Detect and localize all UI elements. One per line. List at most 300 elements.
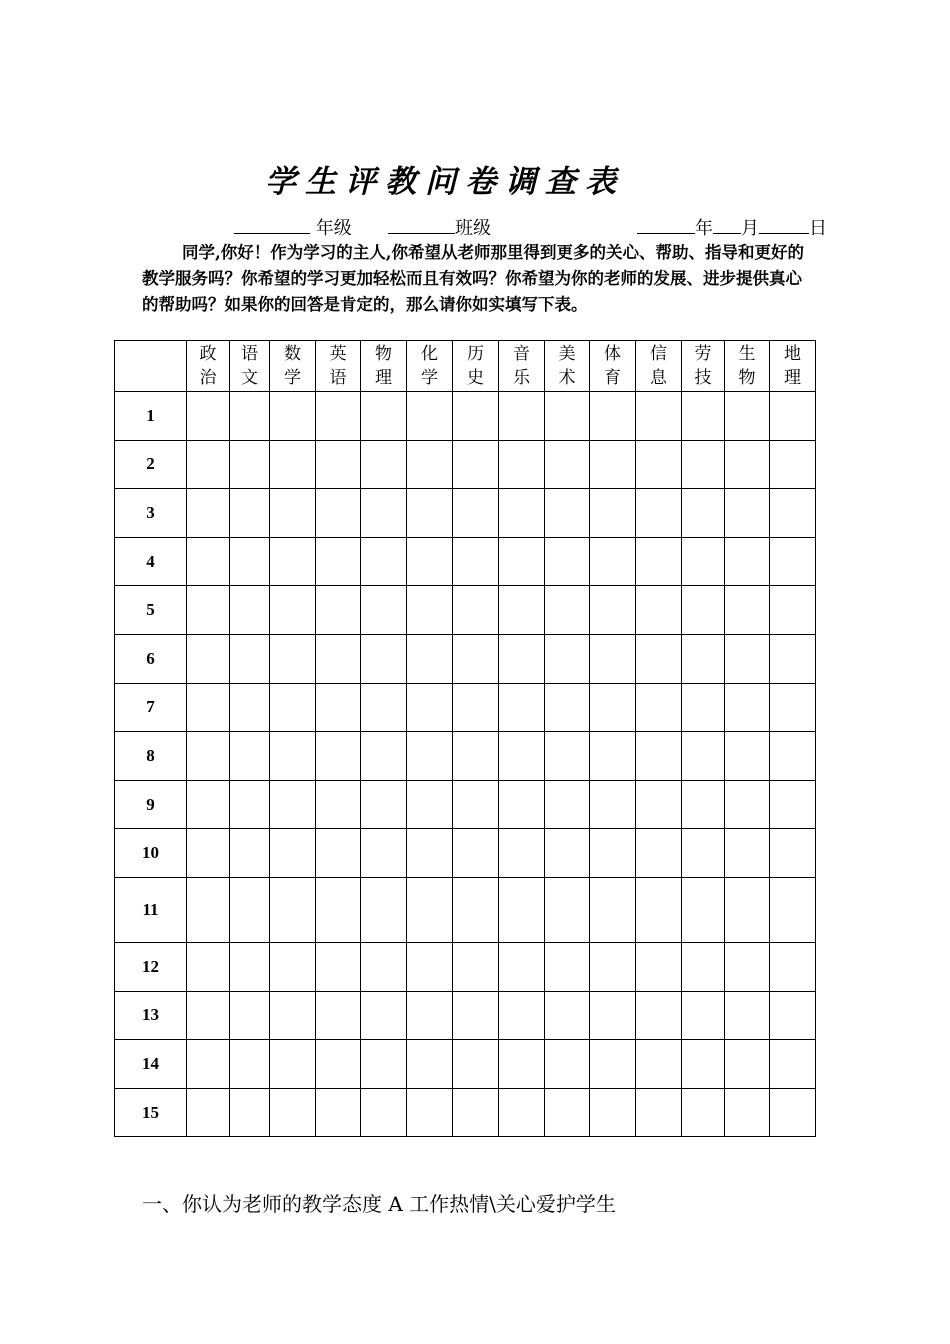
table-row: [115, 942, 816, 991]
rating-cell[interactable]: [270, 440, 316, 489]
rating-cell[interactable]: [230, 489, 270, 538]
rating-cell[interactable]: [361, 780, 407, 829]
rating-cell[interactable]: [636, 634, 682, 683]
rating-cell[interactable]: [545, 942, 590, 991]
rating-cell[interactable]: [270, 1040, 316, 1089]
rating-cell[interactable]: [499, 991, 545, 1040]
rating-cell[interactable]: [230, 991, 270, 1040]
table-body: [115, 392, 816, 1137]
subject-char: 理: [784, 368, 801, 388]
rating-cell[interactable]: [230, 942, 270, 991]
rating-cell[interactable]: [453, 1040, 499, 1089]
rating-cell[interactable]: [636, 392, 682, 441]
subject-char: 术: [558, 368, 576, 388]
subject-char: 语: [329, 368, 347, 388]
rating-cell[interactable]: [590, 392, 636, 441]
rating-cell[interactable]: [499, 392, 545, 441]
rating-cell[interactable]: [682, 392, 725, 441]
subject-char: 劳: [694, 344, 712, 364]
rating-cell[interactable]: [270, 537, 316, 586]
rating-cell[interactable]: [770, 942, 816, 991]
rating-cell[interactable]: [453, 942, 499, 991]
rating-cell[interactable]: [770, 489, 816, 538]
table-row: [115, 489, 816, 538]
rating-cell[interactable]: [545, 683, 590, 732]
month-blank[interactable]: [713, 216, 741, 234]
rating-cell[interactable]: [453, 586, 499, 635]
rating-cell[interactable]: [453, 440, 499, 489]
rating-cell[interactable]: [187, 440, 230, 489]
rating-cell[interactable]: [725, 877, 770, 942]
table-row: [115, 634, 816, 683]
day-blank[interactable]: [759, 216, 809, 234]
rating-cell[interactable]: [270, 683, 316, 732]
table-row: [115, 1088, 816, 1137]
rating-cell[interactable]: [636, 489, 682, 538]
rating-cell[interactable]: [682, 780, 725, 829]
rating-cell[interactable]: [545, 392, 590, 441]
rating-cell[interactable]: [545, 780, 590, 829]
subject-char: 数: [284, 344, 301, 364]
rating-cell[interactable]: [453, 829, 499, 878]
rating-cell[interactable]: [453, 683, 499, 732]
rating-cell[interactable]: [316, 991, 361, 1040]
month-label: 月: [741, 218, 759, 239]
subject-header: [770, 341, 816, 392]
rating-cell[interactable]: [407, 634, 453, 683]
rating-cell[interactable]: [407, 440, 453, 489]
rating-cell[interactable]: [316, 877, 361, 942]
rating-cell[interactable]: [499, 537, 545, 586]
rating-cell[interactable]: [187, 942, 230, 991]
rating-cell[interactable]: [590, 877, 636, 942]
rating-cell[interactable]: [270, 1088, 316, 1137]
rating-cell[interactable]: [230, 780, 270, 829]
subject-char: 物: [738, 368, 756, 388]
rating-cell[interactable]: [187, 829, 230, 878]
subject-char: 语: [241, 344, 258, 364]
rating-cell[interactable]: [682, 489, 725, 538]
rating-cell[interactable]: [316, 392, 361, 441]
intro-text: 同学,你好！作为学习的主人,你希望从老师那里得到更多的关心、帮助、指导和更好的教学服务吗？你希望的学习更加轻松而且有效吗？你希望为你的老师的发展、进步提供真心的帮助吗？如果你的回答是肯定的，那么请你如实填写下表。: [142, 243, 804, 314]
subject-char: 政: [199, 344, 217, 364]
grade-field[interactable]: [234, 214, 352, 238]
rating-cell[interactable]: [270, 829, 316, 878]
rating-cell[interactable]: [316, 1040, 361, 1089]
subject-header: [187, 341, 230, 392]
rating-cell[interactable]: [636, 440, 682, 489]
table-row: [115, 829, 816, 878]
grade-blank[interactable]: [234, 216, 310, 234]
rating-cell[interactable]: [270, 489, 316, 538]
rating-cell[interactable]: [770, 586, 816, 635]
rating-cell[interactable]: [316, 586, 361, 635]
table-row: [115, 440, 816, 489]
rating-cell[interactable]: [770, 392, 816, 441]
rating-cell[interactable]: [499, 1088, 545, 1137]
rating-cell[interactable]: [230, 392, 270, 441]
rating-cell[interactable]: [590, 586, 636, 635]
table-row: [115, 780, 816, 829]
rating-cell[interactable]: [453, 1088, 499, 1137]
rating-cell[interactable]: [590, 537, 636, 586]
rating-cell[interactable]: [316, 683, 361, 732]
rating-cell[interactable]: [187, 780, 230, 829]
rating-cell[interactable]: [316, 829, 361, 878]
rating-cell[interactable]: [361, 1040, 407, 1089]
rating-cell[interactable]: [499, 942, 545, 991]
evaluation-table: [114, 340, 816, 1137]
rating-cell[interactable]: [545, 1088, 590, 1137]
rating-cell[interactable]: [361, 829, 407, 878]
rating-cell[interactable]: [316, 537, 361, 586]
rating-cell[interactable]: [407, 991, 453, 1040]
rating-cell[interactable]: [682, 440, 725, 489]
rating-cell[interactable]: [230, 634, 270, 683]
rating-cell[interactable]: [361, 732, 407, 781]
rating-cell[interactable]: [361, 537, 407, 586]
row-number: 3: [115, 489, 187, 538]
rating-cell[interactable]: [230, 537, 270, 586]
rating-cell[interactable]: [270, 942, 316, 991]
intro-paragraph: [142, 240, 814, 318]
rating-cell[interactable]: [590, 991, 636, 1040]
rating-cell[interactable]: [453, 877, 499, 942]
rating-cell[interactable]: [590, 683, 636, 732]
rating-cell[interactable]: [770, 877, 816, 942]
rating-cell[interactable]: [682, 732, 725, 781]
rating-cell[interactable]: [682, 1040, 725, 1089]
rating-cell[interactable]: [725, 780, 770, 829]
rating-cell[interactable]: [230, 877, 270, 942]
rating-cell[interactable]: [682, 1088, 725, 1137]
rating-cell[interactable]: [590, 634, 636, 683]
rating-cell[interactable]: [230, 1088, 270, 1137]
rating-cell[interactable]: [590, 732, 636, 781]
rating-cell[interactable]: [407, 829, 453, 878]
subject-header: [407, 341, 453, 392]
rating-cell[interactable]: [230, 829, 270, 878]
rating-cell[interactable]: [270, 586, 316, 635]
rating-cell[interactable]: [316, 440, 361, 489]
rating-cell[interactable]: [545, 829, 590, 878]
rating-cell[interactable]: [499, 1040, 545, 1089]
grade-label: 年级: [315, 218, 352, 239]
rating-cell[interactable]: [725, 683, 770, 732]
row-number: 8: [115, 732, 187, 781]
rating-cell[interactable]: [770, 991, 816, 1040]
rating-cell[interactable]: [187, 489, 230, 538]
rating-cell[interactable]: [453, 392, 499, 441]
subject-header: [453, 341, 499, 392]
subject-char: 地: [784, 344, 801, 364]
table-row: [115, 991, 816, 1040]
rating-cell[interactable]: [725, 1088, 770, 1137]
subject-char: 体: [604, 344, 621, 364]
rating-cell[interactable]: [270, 877, 316, 942]
rating-cell[interactable]: [187, 877, 230, 942]
rating-cell[interactable]: [316, 780, 361, 829]
rating-cell[interactable]: [316, 942, 361, 991]
rating-cell[interactable]: [770, 683, 816, 732]
row-number: 2: [115, 440, 187, 489]
rating-cell[interactable]: [499, 489, 545, 538]
rating-cell[interactable]: [725, 634, 770, 683]
subject-header: [316, 341, 361, 392]
rating-cell[interactable]: [230, 586, 270, 635]
table-row: [115, 537, 816, 586]
date-field[interactable]: [637, 214, 827, 238]
rating-cell[interactable]: [407, 683, 453, 732]
rating-cell[interactable]: [316, 489, 361, 538]
subject-char: 理: [375, 368, 392, 388]
rating-cell[interactable]: [499, 440, 545, 489]
subject-char: 治: [199, 368, 217, 388]
rating-cell[interactable]: [187, 732, 230, 781]
rating-cell[interactable]: [590, 829, 636, 878]
rating-cell[interactable]: [499, 586, 545, 635]
row-number: 12: [115, 942, 187, 991]
subject-char: 学: [421, 368, 438, 388]
rating-cell[interactable]: [316, 634, 361, 683]
rating-cell[interactable]: [770, 1088, 816, 1137]
row-number: 13: [115, 991, 187, 1040]
rating-cell[interactable]: [230, 732, 270, 781]
class-field[interactable]: [388, 214, 491, 238]
rating-cell[interactable]: [361, 392, 407, 441]
year-blank[interactable]: [637, 216, 695, 234]
rating-cell[interactable]: [407, 392, 453, 441]
rating-cell[interactable]: [636, 1088, 682, 1137]
subject-char: 英: [329, 344, 347, 364]
rating-cell[interactable]: [545, 991, 590, 1040]
row-number: 11: [115, 877, 187, 942]
row-number: 4: [115, 537, 187, 586]
row-number: 5: [115, 586, 187, 635]
rating-cell[interactable]: [407, 1040, 453, 1089]
subject-header: [636, 341, 682, 392]
subject-header: [545, 341, 590, 392]
rating-cell[interactable]: [453, 537, 499, 586]
rating-cell[interactable]: [545, 440, 590, 489]
rating-cell[interactable]: [545, 634, 590, 683]
rating-cell[interactable]: [636, 780, 682, 829]
rating-cell[interactable]: [725, 537, 770, 586]
subject-char: 美: [558, 344, 576, 364]
rating-cell[interactable]: [725, 942, 770, 991]
rating-cell[interactable]: [590, 1040, 636, 1089]
rating-cell[interactable]: [453, 780, 499, 829]
rating-cell[interactable]: [636, 537, 682, 586]
rating-cell[interactable]: [636, 683, 682, 732]
rating-cell[interactable]: [770, 537, 816, 586]
row-number: 14: [115, 1040, 187, 1089]
rating-cell[interactable]: [545, 586, 590, 635]
rating-cell[interactable]: [270, 634, 316, 683]
rating-cell[interactable]: [407, 732, 453, 781]
rating-cell[interactable]: [590, 942, 636, 991]
rating-cell[interactable]: [590, 440, 636, 489]
day-label: 日: [809, 218, 827, 239]
subject-char: 物: [375, 344, 392, 364]
table-row: [115, 1040, 816, 1089]
rating-cell[interactable]: [770, 780, 816, 829]
rating-cell[interactable]: [407, 942, 453, 991]
row-number: 9: [115, 780, 187, 829]
subject-char: 息: [650, 368, 667, 388]
subject-header: [499, 341, 545, 392]
rating-cell[interactable]: [545, 877, 590, 942]
rating-cell[interactable]: [636, 586, 682, 635]
rating-cell[interactable]: [270, 991, 316, 1040]
rating-cell[interactable]: [770, 634, 816, 683]
rating-cell[interactable]: [499, 829, 545, 878]
rating-cell[interactable]: [682, 829, 725, 878]
rating-cell[interactable]: [499, 780, 545, 829]
table-row: [115, 683, 816, 732]
table-row: [115, 392, 816, 441]
rating-cell[interactable]: [407, 780, 453, 829]
rating-cell[interactable]: [682, 942, 725, 991]
row-number: 10: [115, 829, 187, 878]
rating-cell[interactable]: [770, 732, 816, 781]
rating-cell[interactable]: [725, 440, 770, 489]
rating-cell[interactable]: [230, 1040, 270, 1089]
rating-cell[interactable]: [682, 586, 725, 635]
rating-cell[interactable]: [187, 683, 230, 732]
question-1: 一、你认为老师的教学态度 A 工作热情\关心爱护学生: [142, 1192, 616, 1216]
rating-cell[interactable]: [725, 1040, 770, 1089]
rating-cell[interactable]: [453, 489, 499, 538]
subject-char: 乐: [513, 368, 530, 388]
rating-cell[interactable]: [590, 780, 636, 829]
rating-cell[interactable]: [725, 829, 770, 878]
subject-header: [682, 341, 725, 392]
rating-cell[interactable]: [636, 829, 682, 878]
rating-cell[interactable]: [682, 537, 725, 586]
rating-cell[interactable]: [230, 440, 270, 489]
rating-cell[interactable]: [407, 877, 453, 942]
rating-cell[interactable]: [361, 440, 407, 489]
class-label: 班级: [455, 218, 491, 239]
rating-cell[interactable]: [361, 489, 407, 538]
rating-cell[interactable]: [499, 877, 545, 942]
rating-cell[interactable]: [590, 1088, 636, 1137]
rating-cell[interactable]: [407, 537, 453, 586]
subject-header: [590, 341, 636, 392]
rating-cell[interactable]: [545, 1040, 590, 1089]
rating-cell[interactable]: [270, 780, 316, 829]
rating-cell[interactable]: [187, 586, 230, 635]
rating-cell[interactable]: [453, 732, 499, 781]
rating-cell[interactable]: [316, 1088, 361, 1137]
table-header-row: [115, 341, 816, 392]
rating-cell[interactable]: [499, 732, 545, 781]
rating-cell[interactable]: [682, 991, 725, 1040]
table-row: [115, 877, 816, 942]
rating-cell[interactable]: [361, 991, 407, 1040]
rating-cell[interactable]: [361, 683, 407, 732]
rating-cell[interactable]: [270, 732, 316, 781]
subject-char: 信: [650, 344, 667, 364]
subject-char: 技: [694, 368, 712, 388]
rating-cell[interactable]: [682, 683, 725, 732]
table-row: [115, 586, 816, 635]
rating-cell[interactable]: [545, 537, 590, 586]
subject-char: 生: [738, 344, 756, 364]
rating-cell[interactable]: [725, 489, 770, 538]
subject-header: [270, 341, 316, 392]
rating-cell[interactable]: [316, 732, 361, 781]
rating-cell[interactable]: [636, 732, 682, 781]
rating-cell[interactable]: [545, 489, 590, 538]
rating-cell[interactable]: [407, 586, 453, 635]
rating-cell[interactable]: [590, 489, 636, 538]
rating-cell[interactable]: [636, 991, 682, 1040]
rating-cell[interactable]: [636, 1040, 682, 1089]
rating-cell[interactable]: [361, 942, 407, 991]
rating-cell[interactable]: [361, 586, 407, 635]
corner-cell: [115, 341, 187, 392]
rating-cell[interactable]: [499, 683, 545, 732]
rating-cell[interactable]: [361, 634, 407, 683]
rating-cell[interactable]: [230, 683, 270, 732]
rating-cell[interactable]: [453, 634, 499, 683]
subject-header: [361, 341, 407, 392]
row-number: 15: [115, 1088, 187, 1137]
rating-cell[interactable]: [499, 634, 545, 683]
rating-cell[interactable]: [407, 489, 453, 538]
rating-cell[interactable]: [407, 1088, 453, 1137]
row-number: 1: [115, 392, 187, 441]
row-number: 6: [115, 634, 187, 683]
rating-cell[interactable]: [187, 537, 230, 586]
table-row: [115, 732, 816, 781]
rating-cell[interactable]: [725, 392, 770, 441]
rating-cell[interactable]: [682, 877, 725, 942]
rating-cell[interactable]: [270, 392, 316, 441]
rating-cell[interactable]: [770, 440, 816, 489]
rating-cell[interactable]: [187, 1040, 230, 1089]
subject-char: 化: [421, 344, 438, 364]
class-blank[interactable]: [388, 216, 455, 234]
rating-cell[interactable]: [770, 1040, 816, 1089]
subject-header: [230, 341, 270, 392]
rating-cell[interactable]: [453, 991, 499, 1040]
rating-cell[interactable]: [187, 1088, 230, 1137]
rating-cell[interactable]: [545, 732, 590, 781]
rating-cell[interactable]: [187, 634, 230, 683]
rating-cell[interactable]: [770, 829, 816, 878]
page-title: 学生评教问卷调查表: [265, 164, 625, 200]
subject-header: [725, 341, 770, 392]
subject-char: 史: [467, 368, 484, 388]
rating-cell[interactable]: [725, 991, 770, 1040]
rating-cell[interactable]: [636, 942, 682, 991]
rating-cell[interactable]: [187, 991, 230, 1040]
subject-char: 历: [467, 344, 484, 364]
rating-cell[interactable]: [361, 1088, 407, 1137]
rating-cell[interactable]: [725, 732, 770, 781]
rating-cell[interactable]: [187, 392, 230, 441]
subject-char: 育: [604, 368, 621, 388]
subject-char: 学: [284, 368, 301, 388]
rating-cell[interactable]: [682, 634, 725, 683]
rating-cell[interactable]: [361, 877, 407, 942]
rating-cell[interactable]: [725, 586, 770, 635]
row-number: 7: [115, 683, 187, 732]
rating-cell[interactable]: [636, 877, 682, 942]
